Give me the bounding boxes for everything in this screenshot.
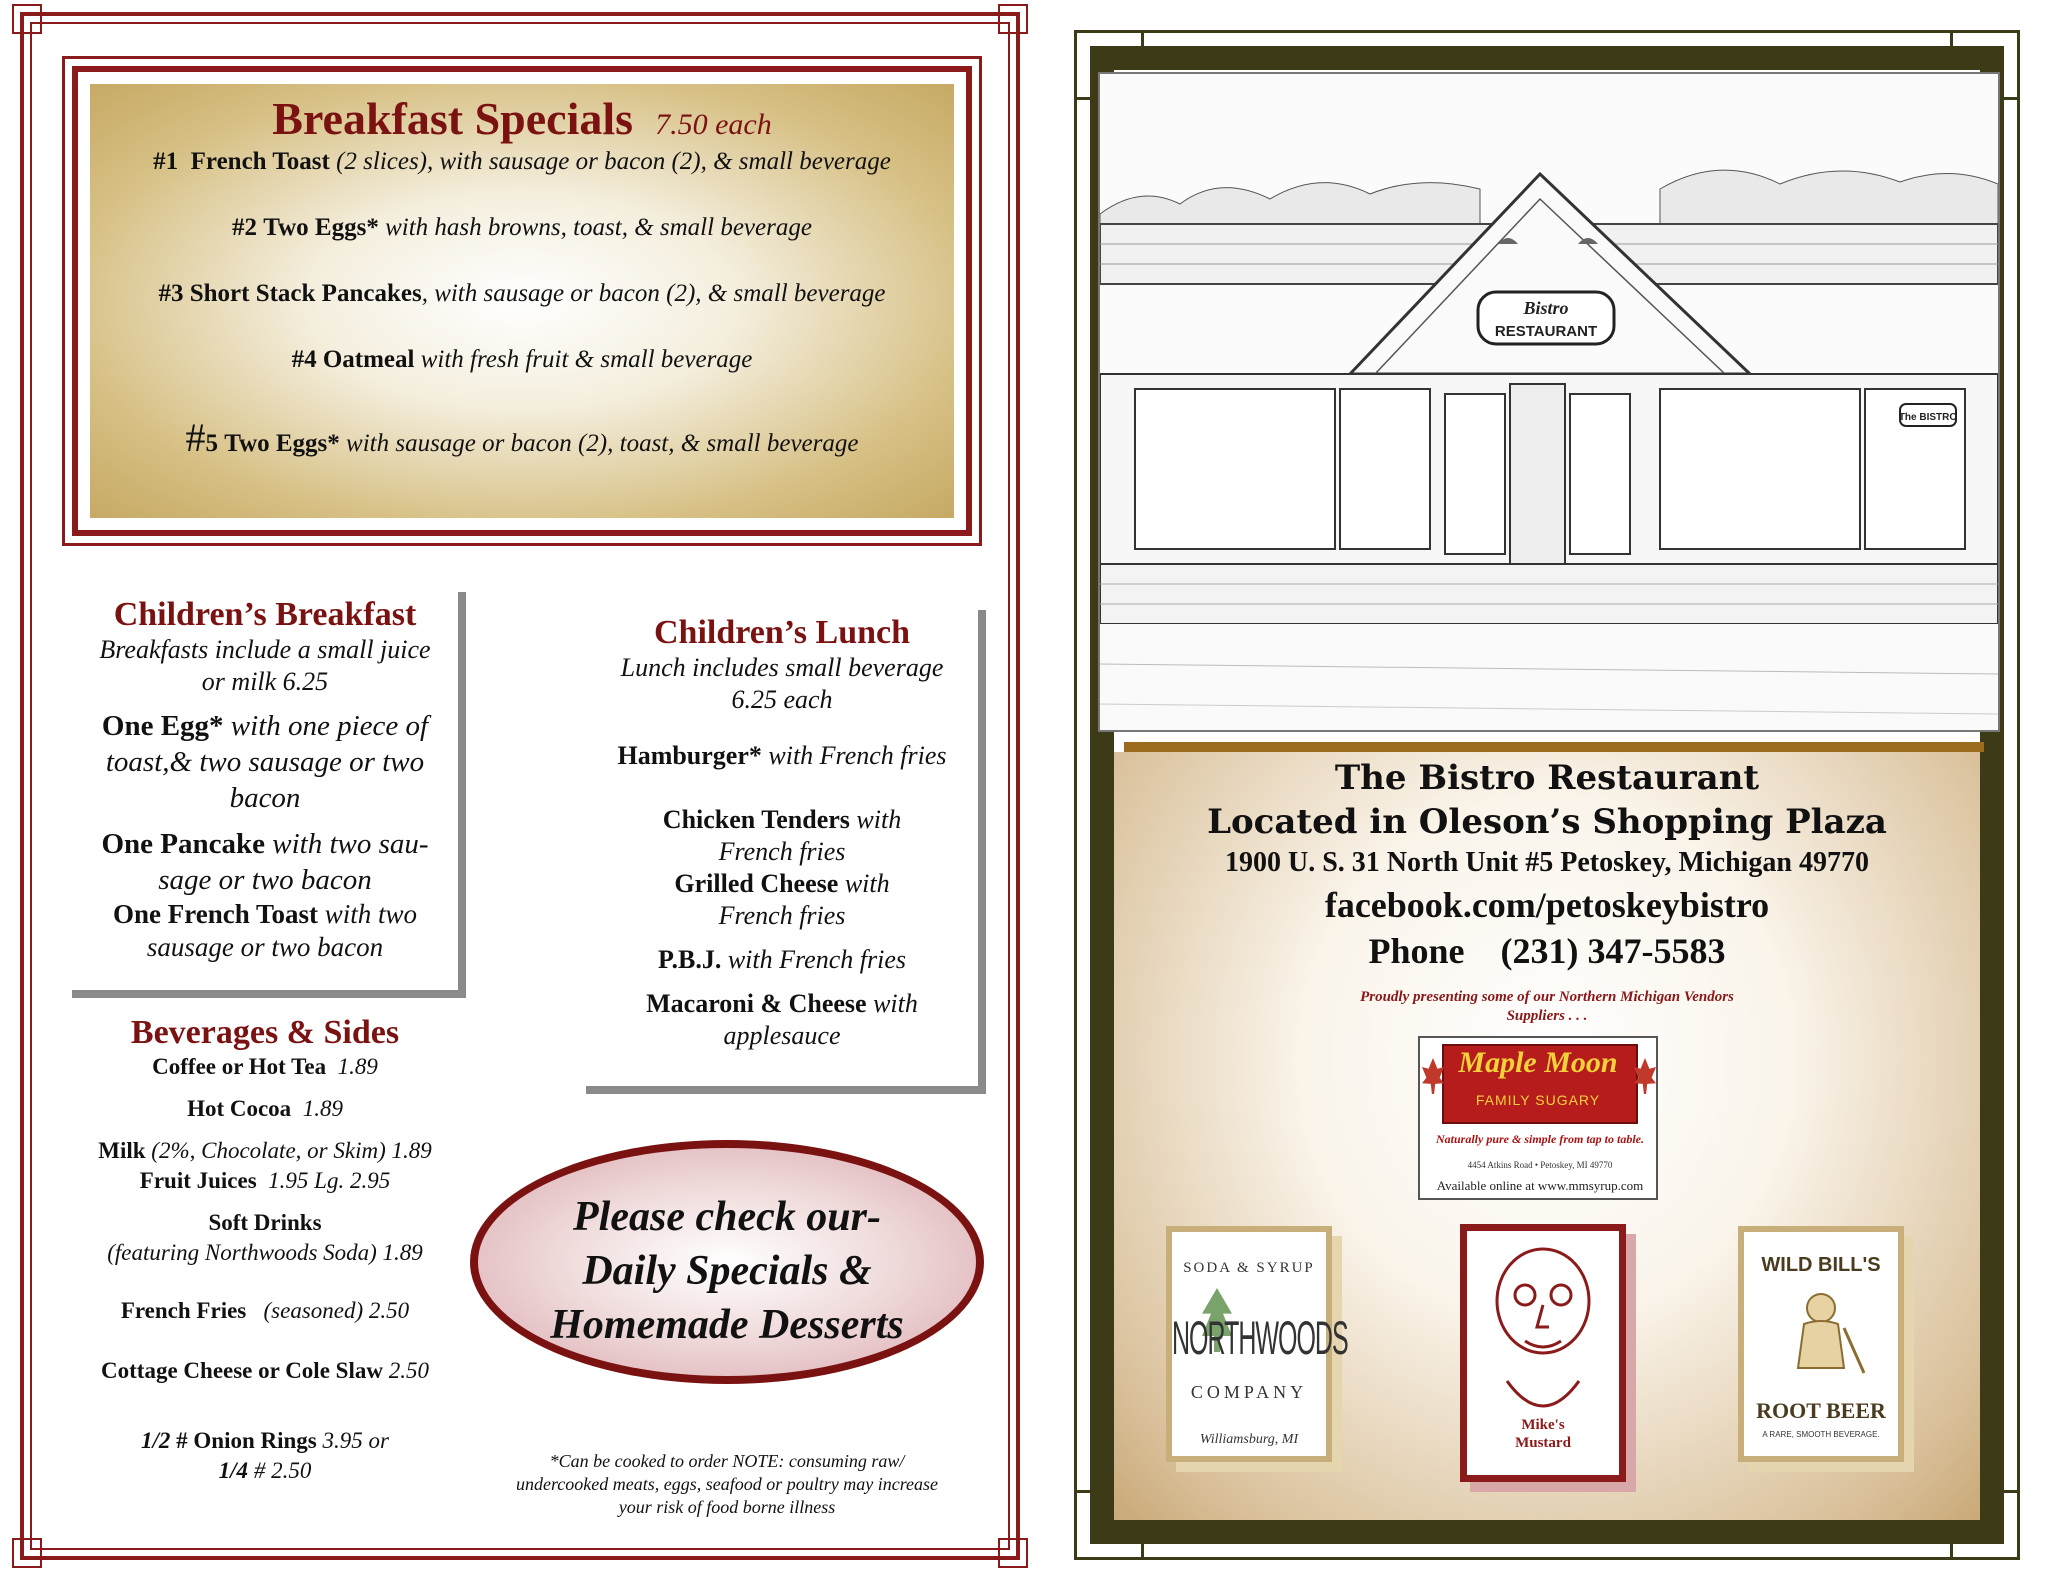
prospector-icon <box>1744 1288 1898 1388</box>
kids-pancake-desc-2: sage or two bacon <box>158 864 372 896</box>
item-number: #1 <box>153 148 179 175</box>
item-number: #2 <box>232 214 258 241</box>
kids-breakfast-note-2: or milk 6.25 <box>201 667 329 696</box>
lunch-grilled-desc-1: with <box>838 869 890 898</box>
kids-ft-desc-2: sausage or two bacon <box>146 932 384 962</box>
bev-coffee-price: 1.89 <box>337 1054 378 1079</box>
maple-moon-tagline: Naturally pure & simple from tap to table. <box>1435 1132 1644 1146</box>
bev-coffee-name: Coffee or Hot Tea <box>152 1054 327 1079</box>
item-number-hash: # <box>185 415 206 460</box>
restaurant-facebook[interactable]: facebook.com/petoskeybistro <box>1324 885 1770 925</box>
kids-breakfast-content <box>72 596 458 964</box>
footnote-line-3: your risk of food borne illness <box>618 1497 836 1517</box>
kids-egg-desc-3: bacon <box>229 782 301 814</box>
mikes-text: Mike's <box>1521 1417 1565 1433</box>
item-name: Short Stack Pancakes <box>189 280 422 307</box>
lunch-mac-desc-1: with <box>866 989 918 1018</box>
northwoods-company: COMPANY <box>1190 1382 1308 1402</box>
kids-ft-name: One French Toast <box>112 899 318 929</box>
kids-lunch-content <box>586 614 978 1052</box>
daily-specials-text <box>470 1190 984 1352</box>
lunch-pbj-desc: with French fries <box>721 945 906 974</box>
restaurant-address: 1900 U. S. 31 North Unit #5 Petoskey, Michigan 49770 <box>1225 847 1869 878</box>
kids-egg-desc-1: with one piece of <box>223 710 429 742</box>
corner-ornament-tl <box>12 4 42 34</box>
sign-text-bistro: Bistro <box>1523 298 1569 318</box>
mikes-mustard-logo <box>1460 1224 1626 1482</box>
breakfast-item-4 <box>90 346 954 374</box>
side-onion-price: 3.95 or <box>316 1428 389 1453</box>
restaurant-name: The Bistro Restaurant <box>1334 758 1760 798</box>
item-desc: with fresh fruit & small beverage <box>414 346 753 373</box>
restaurant-sketch <box>1098 72 2000 732</box>
bev-cocoa-price: 1.89 <box>302 1096 343 1121</box>
wild-bills-logo <box>1738 1226 1904 1462</box>
maple-moon-address: 4454 Atkins Road • Petoskey, MI 49770 <box>1467 1160 1613 1170</box>
bev-soft-desc: (featuring Northwoods Soda) 1.89 <box>107 1240 423 1265</box>
lunch-tenders-desc-2: French fries <box>718 837 846 866</box>
northwoods-city: Williamsburg, MI <box>1199 1432 1299 1447</box>
lunch-tenders-name: Chicken Tenders <box>662 805 850 834</box>
kids-lunch-title: Children’s Lunch <box>653 614 911 651</box>
kids-egg-name: One Egg* <box>101 710 224 742</box>
breakfast-item-5 <box>90 414 954 461</box>
bev-cocoa-name: Hot Cocoa <box>187 1096 292 1121</box>
lunch-pbj-name: P.B.J. <box>658 945 722 974</box>
breakfast-title: Breakfast Specials <box>272 93 634 144</box>
maple-leaf-icon-left <box>1422 1058 1444 1094</box>
wild-bills-product: ROOT BEER <box>1756 1398 1886 1423</box>
restaurant-info <box>1114 756 1980 974</box>
item-number: #4 <box>291 346 317 373</box>
gold-divider <box>1124 742 1984 752</box>
breakfast-item-2 <box>90 214 954 242</box>
bev-juice-price: 1.95 Lg. 2.95 <box>268 1168 391 1193</box>
item-name: Two Eggs* <box>263 214 379 241</box>
item-name: Oatmeal <box>322 346 415 373</box>
lunch-grilled-name: Grilled Cheese <box>674 869 839 898</box>
bev-soft-name: Soft Drinks <box>208 1210 322 1235</box>
bev-juice-name: Fruit Juices <box>139 1168 257 1193</box>
kids-egg-desc-2: toast,& two sausage or two <box>105 746 425 778</box>
breakfast-item-3 <box>90 280 954 308</box>
wild-bills-tagline: A RARE, SMOOTH BEVERAGE. <box>1762 1430 1880 1439</box>
corner-ornament-bl <box>12 1538 42 1568</box>
side-onion-quarter: 1/4 <box>218 1458 249 1483</box>
side-onion-half: 1/2 <box>141 1428 171 1453</box>
footnote-line-2: undercooked meats, eggs, seafood or poultry may increase <box>515 1474 939 1494</box>
kids-pancake-desc-1: with two sau- <box>264 828 429 860</box>
side-onion-quarter-price: # 2.50 <box>248 1458 312 1483</box>
northwoods-name: NORTHWOODS <box>1172 1312 1348 1366</box>
lunch-grilled-desc-2: French fries <box>718 901 846 930</box>
lunch-mac-name: Macaroni & Cheese <box>646 989 867 1018</box>
kids-breakfast-note-1: Breakfasts include a small juice <box>99 635 431 664</box>
right-border-top <box>1090 46 2004 70</box>
right-border-bottom <box>1090 1520 2004 1544</box>
item-name: Two Eggs* <box>224 430 340 457</box>
northwoods-top: SODA & SYRUP <box>1183 1260 1315 1276</box>
vendors-note <box>1114 988 1980 1026</box>
side-onion-name: Onion Rings <box>193 1428 317 1453</box>
maple-moon-sub: FAMILY SUGARY <box>1475 1092 1601 1108</box>
kids-ft-desc-1: with two <box>318 899 418 929</box>
window-sign-text: The BISTRO <box>1898 412 1958 423</box>
item-number: #3 <box>158 280 184 307</box>
kids-lunch-note-1: Lunch includes small beverage <box>620 653 944 682</box>
item-desc: , with sausage or bacon (2), & small beverage <box>421 280 886 307</box>
item-desc: (2 slices), with sausage or bacon (2), & small beverage <box>329 148 891 175</box>
breakfast-heading <box>90 92 954 145</box>
side-cottage-name: Cottage Cheese or Cole Slaw <box>101 1358 383 1383</box>
beverages-title: Beverages & Sides <box>130 1014 400 1051</box>
restaurant-phone[interactable]: Phone (231) 347-5583 <box>1368 931 1726 971</box>
corner-ornament-tr <box>998 4 1028 34</box>
footnote-line-1: *Can be cooked to order NOTE: consuming raw/ <box>549 1451 905 1471</box>
beverages-section <box>40 1014 490 1486</box>
side-cottage-price: 2.50 <box>388 1358 429 1383</box>
wild-bills-name: WILD BILL'S <box>1761 1254 1881 1276</box>
oval-line-2: Daily Specials & <box>582 1248 872 1294</box>
side-onion-hash: # <box>170 1428 194 1453</box>
maple-moon-name: Maple Moon <box>1458 1046 1618 1079</box>
item-desc: with sausage or bacon (2), toast, & small beverage <box>339 430 859 457</box>
sign-text-restaurant: RESTAURANT <box>1494 323 1598 340</box>
breakfast-price: 7.50 each <box>655 108 772 141</box>
breakfast-item-1 <box>90 148 954 176</box>
lunch-hamburger-name: Hamburger* <box>617 741 762 770</box>
lunch-tenders-desc-1: with <box>849 805 902 834</box>
oval-line-1: Please check our- <box>573 1194 881 1240</box>
mustard-text: Mustard <box>1515 1435 1571 1451</box>
item-desc: with hash browns, toast, & small beverage <box>378 214 812 241</box>
bev-milk-desc: (2%, Chocolate, or Skim) 1.89 <box>145 1138 432 1163</box>
side-fries-name: French Fries <box>120 1298 247 1323</box>
northwoods-logo <box>1166 1226 1348 1462</box>
restaurant-location: Located in Oleson’s Shopping Plaza <box>1207 802 1887 842</box>
lunch-mac-desc-2: applesauce <box>723 1021 841 1050</box>
vendors-note-line-2: Suppliers . . . <box>1506 1008 1588 1024</box>
corner-ornament-br <box>998 1538 1028 1568</box>
bev-milk-name: Milk <box>98 1138 146 1163</box>
kids-breakfast-title: Children’s Breakfast <box>113 596 417 633</box>
maple-moon-logo <box>1418 1036 1658 1200</box>
kids-lunch-note-2: 6.25 each <box>731 685 833 714</box>
maple-moon-web: Available online at www.mmsyrup.com <box>1436 1178 1644 1193</box>
kids-pancake-name: One Pancake <box>101 828 265 860</box>
item-number: 5 <box>205 430 218 457</box>
restaurant-sketch-drawing <box>1100 74 1998 730</box>
food-safety-footnote <box>460 1450 994 1519</box>
lunch-hamburger-desc: with French fries <box>761 741 947 770</box>
item-name: French Toast <box>190 148 330 175</box>
oval-line-3: Homemade Desserts <box>550 1302 904 1348</box>
side-fries-desc: (seasoned) 2.50 <box>263 1298 410 1323</box>
vendors-note-line-1: Proudly presenting some of our Northern Michigan Vendors <box>1360 989 1734 1005</box>
